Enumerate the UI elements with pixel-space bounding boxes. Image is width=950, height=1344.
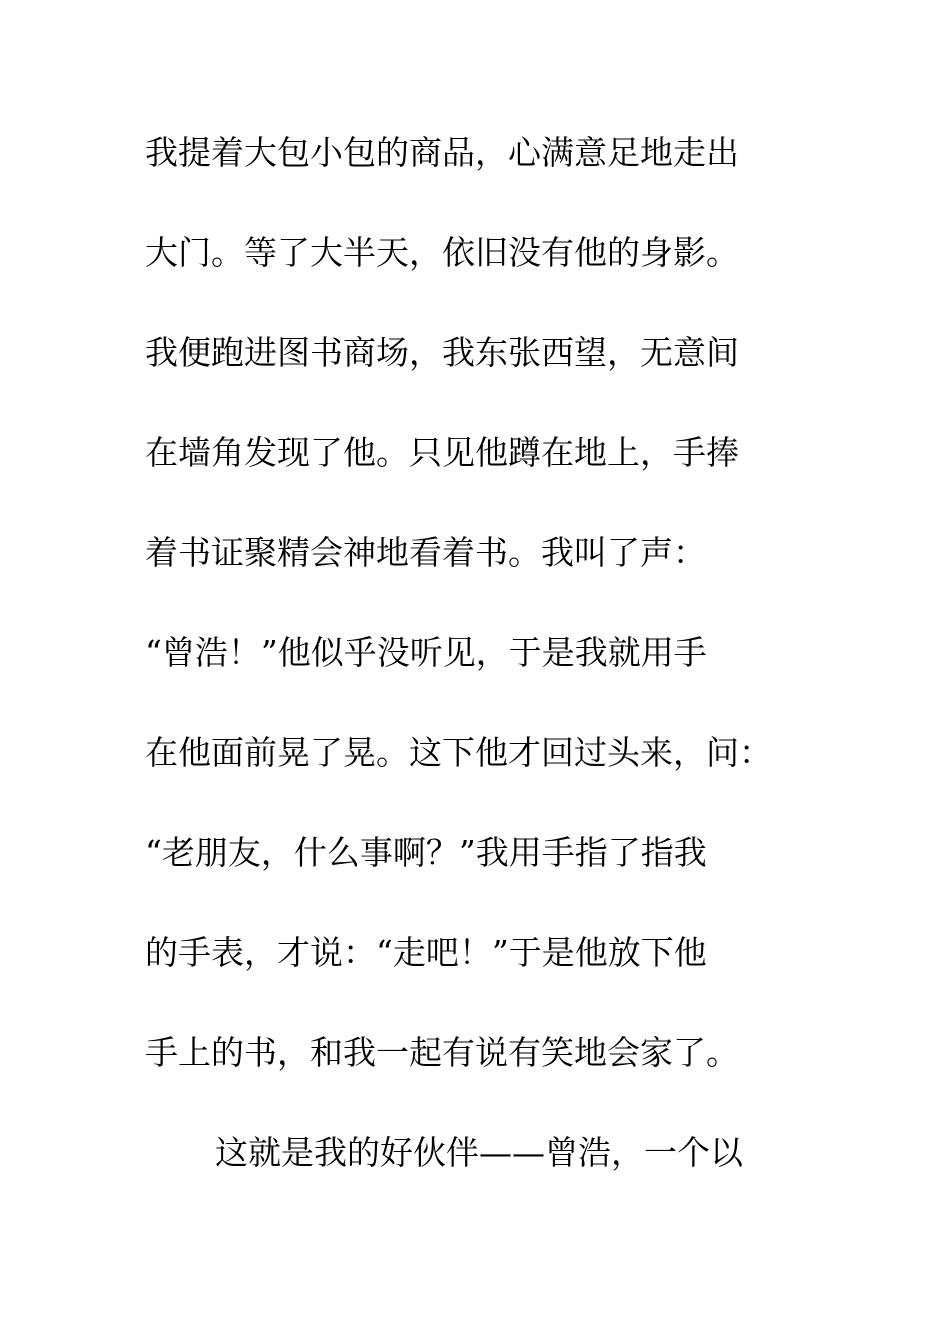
paragraph-start-line: 这就是我的好伙伴——曾浩，一个以 bbox=[215, 1133, 743, 1172]
body-text bbox=[145, 123, 825, 1223]
text-line: 的手表，才说：“走吧！”于是他放下他 bbox=[145, 933, 707, 972]
text-line: “老朋友，什么事啊？”我用手指了指我 bbox=[145, 833, 707, 872]
text-line: 我提着大包小包的商品，心满意足地走出 bbox=[145, 133, 739, 172]
text-line: 在他面前晃了晃。这下他才回过头来，问： bbox=[145, 733, 772, 772]
text-line: 我便跑进图书商场，我东张西望，无意间 bbox=[145, 333, 739, 372]
text-line: 手上的书，和我一起有说有笑地会家了。 bbox=[145, 1033, 739, 1072]
text-line: 大门。等了大半天，依旧没有他的身影。 bbox=[145, 233, 739, 272]
text-line: 着书证聚精会神地看着书。我叫了声： bbox=[145, 533, 706, 572]
text-line: “曾浩！”他似乎没听见，于是我就用手 bbox=[145, 633, 707, 672]
text-line: 在墙角发现了他。只见他蹲在地上，手捧 bbox=[145, 433, 739, 472]
